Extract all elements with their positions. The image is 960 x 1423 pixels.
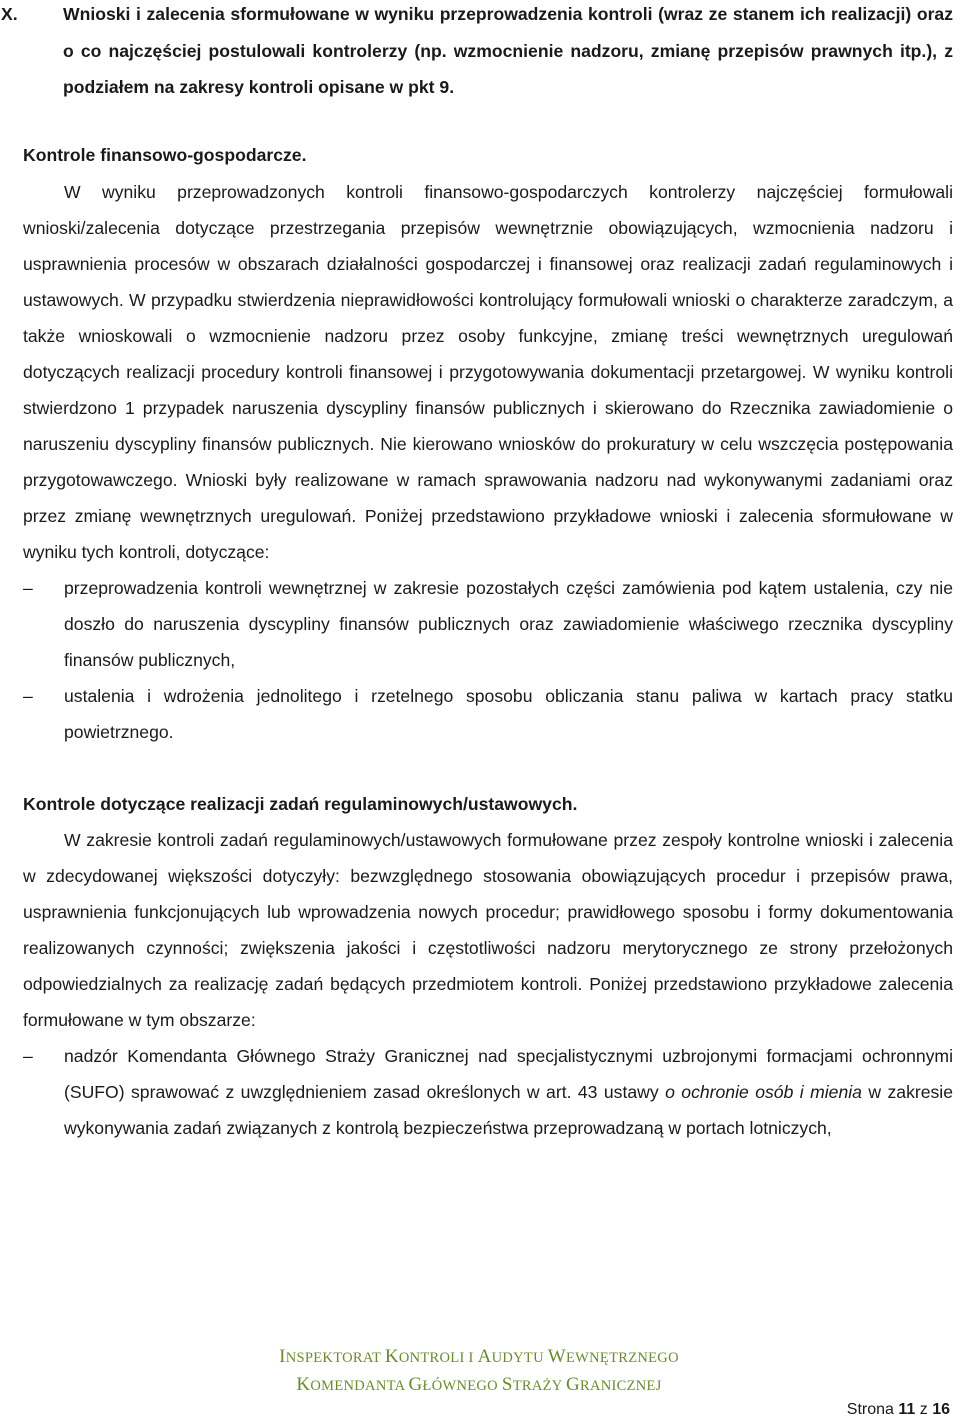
page-of: z (919, 1401, 928, 1418)
footer-text: K (296, 1374, 311, 1395)
section-number: X. (1, 4, 18, 24)
page-total: 16 (932, 1401, 950, 1418)
section-heading-text: Wnioski i zalecenia sformułowane w wyniku przeprowadzenia kontroli (wraz ze stanem ich realizacji) oraz o co najczęściej postulowali kontrolerzy (np. wzmocnienie nadzoru, zmianę przepisów prawnych itp.), z podziałem na zakresy kontroli opisane w pkt 9. (63, 4, 953, 97)
page-number (847, 1401, 950, 1419)
dash-bullet-icon: – (23, 685, 33, 706)
spacer (23, 106, 953, 138)
spacer (23, 750, 953, 786)
page-current: 11 (898, 1401, 916, 1418)
footer-text: K (384, 1346, 399, 1367)
regulatory-controls-title: Kontrole dotyczące realizacji zadań regulaminowych/ustawowych. (23, 793, 578, 814)
financial-controls-paragraph: W wyniku przeprowadzonych kontroli finansowo-gospodarczych kontrolerzy najczęściej formułowali wnioski/zalecenia dotyczące przestrzegania przepisów wewnętrznie obowiązujących, wzmocnienia nadzoru i usprawnienia procesów w obszarach działalności gospodarczej i finansowej oraz realizacji zadań regulaminowych i ustawowych. W przypadku stwierdzenia nieprawidłowości kontrolujący formułowali wnioski o charakterze zaradczym, a także wnioskowali o wzmocnienie nadzoru przez osoby funkcyjne, zmianę treści wewnętrznych uregulowań dotyczących realizacji procedury kontroli finansowej i przygotowywania dokumentacji przetargowej. W wyniku kontroli stwierdzono 1 przypadek naruszenia dyscypliny finansów publicznych i skierowano do Rzecznika zawiadomienie o naruszeniu dyscypliny finansów publicznych. Nie kierowano wniosków do prokuratury w celu wszczęcia postępowania przygotowawczego. Wnioski były realizowane w ramach sprawowania nadzoru nad wykonywanymi zadaniami oraz przez zmianę wewnętrznych uregulowań. Poniżej przedstawiono przykładowe wnioski i zalecenia sformułowane w wyniku tych kontroli, dotyczące: (23, 181, 953, 562)
list-item-text: przeprowadzenia kontroli wewnętrznej w zakresie pozostałych części zamówienia pod kątem ustalenia, czy nie doszło do naruszenia dyscypliny finansów publicznych oraz zawiadomienie właściwego rzecznika dyscypliny finansów publicznych, (64, 577, 953, 670)
footer-text: UDYTU (491, 1350, 548, 1366)
footer-text: NSPEKTORAT (285, 1350, 385, 1366)
dash-bullet-icon: – (23, 577, 33, 598)
footer-text: ŁÓWNEGO (422, 1378, 502, 1394)
footer-text: OMENDANTA (310, 1378, 409, 1394)
section-heading (1, 0, 953, 106)
regulatory-list-item (23, 1038, 953, 1146)
dash-bullet-icon: – (23, 1045, 33, 1066)
financial-list-item (23, 678, 953, 750)
document-page (1, 0, 954, 1146)
page-word: Strona (846, 1401, 894, 1418)
financial-list-item (23, 570, 953, 678)
footer-line-2 (0, 1374, 959, 1396)
footer-text: RANICZNEJ (579, 1378, 662, 1394)
list-item-text: ustalenia i wdrożenia jednolitego i rzetelnego sposobu obliczania stanu paliwa w kartach pracy statku powietrznego. (64, 685, 953, 742)
list-item-text-after: w zakresie wykonywania zadań związanych z kontrolą bezpieczeństwa przeprowadzaną w portach lotniczych, (64, 1081, 954, 1138)
footer-text: ONTROLI I (398, 1350, 478, 1366)
footer-text: G (565, 1374, 580, 1395)
footer-text: S (501, 1374, 513, 1395)
regulatory-controls-paragraph: W zakresie kontroli zadań regulaminowych/ustawowych formułowane przez zespoły kontrolne wnioski i zalecenia w zdecydowanej większości dotyczyły: bezwzględnego stosowania obowiązujących procedur i przepisów prawa, usprawnienia funkcjonujących lub wprowadzenia nowych procedur; prawidłowego sposobu i formy dokumentowania realizowanych czynności; zwiększenia jakości i częstotliwości nadzoru merytorycznego ze strony przełożonych odpowiedzialnych za realizację zadań będących przedmiotem kontroli. Poniżej przedstawiono przykładowe zalecenia formułowane w tym obszarze: (23, 829, 953, 1030)
footer-text: G (408, 1374, 423, 1395)
footer-text: I (279, 1346, 286, 1367)
footer-text: EWNĘTRZNEGO (566, 1350, 679, 1366)
footer-text: A (477, 1346, 492, 1367)
list-item-text-before: nadzór Komendanta Głównego Straży Granicznej nad specjalistycznymi uzbrojonymi formacjami ochronnymi (SUFO) sprawować z uwzględnieniem zasad określonych w art. 43 ustawy (64, 1045, 953, 1102)
footer-line-1 (0, 1346, 959, 1368)
law-title: o ochronie osób i mienia (665, 1081, 862, 1102)
footer-text: W (547, 1346, 567, 1367)
footer-text: TRAŻY (512, 1378, 566, 1394)
financial-controls-title: Kontrole finansowo-gospodarcze. (23, 144, 307, 165)
